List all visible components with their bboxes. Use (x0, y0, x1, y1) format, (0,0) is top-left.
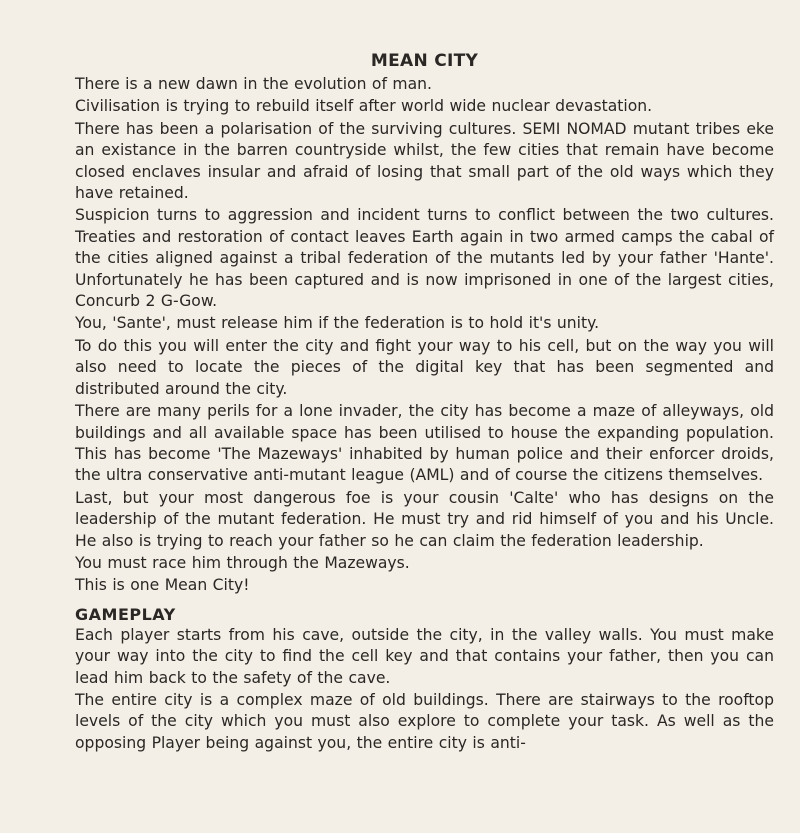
story-paragraph: You, 'Sante', must release him if the federation is to hold it's unity. (75, 314, 600, 333)
document-title: MEAN CITY (370, 51, 479, 71)
story-paragraph: To do this you will enter the city and fight your way to his cell, but on the way you will also need to locate the pieces of the digital key that has been segmented and distributed around the city. (75, 336, 774, 398)
story-section (75, 74, 774, 597)
story-paragraph: You must race him through the Mazeways. (75, 553, 410, 572)
story-paragraph: There has been a polarisation of the surviving cultures. SEMI NOMAD mutant tribes eke an existance in the barren countryside whilst, the few cities that remain have become closed enclaves insular and afraid of losing that small part of the old ways which they have retained. (75, 119, 774, 203)
story-paragraph: There is a new dawn in the evolution of man. (75, 75, 432, 93)
story-paragraph: This is one Mean City! (75, 576, 250, 595)
gameplay-section (75, 625, 774, 754)
story-paragraph: Last, but your most dangerous foe is your cousin 'Calte' who has designs on the leadership of the mutant federation. He must try and rid himself of you and his Uncle. He also is trying to reach your father so he can claim the federation leadership. (75, 488, 774, 550)
story-paragraph: There are many perils for a lone invader, the city has become a maze of alleyways, old buildings and all available space has been utilised to house the expanding population. This has become 'The Mazeways' inhabited by human police and their enforcer droids, the ultra conservative anti-mutant league (AML) and of course the citizens themselves. (75, 402, 774, 485)
gameplay-paragraph: Each player starts from his cave, outside the city, in the valley walls. You must make your way into the city to find the cell key and that contains your father, then you can lead him back to the safety of the cave. (75, 625, 774, 687)
story-paragraph: Civilisation is trying to rebuild itself after world wide nuclear devastation. (75, 97, 653, 116)
story-paragraph: Suspicion turns to aggression and incident turns to conflict between the two cultures. Treaties and restoration of contact leaves Earth again in two armed camps the cabal of the cities aligned against a tribal federation of the mutants led by your father 'Hante'. Unfortunately he has been captured and is now imprisoned in one of the largest cities, Concurb 2 G-Gow. (75, 206, 774, 311)
gameplay-paragraph: The entire city is a complex maze of old buildings. There are stairways to the rooftop levels of the city which you must also explore to complete your task. As well as the opposing Player being against you, the entire city is anti- (75, 690, 774, 752)
gameplay-heading: GAMEPLAY (75, 604, 176, 624)
